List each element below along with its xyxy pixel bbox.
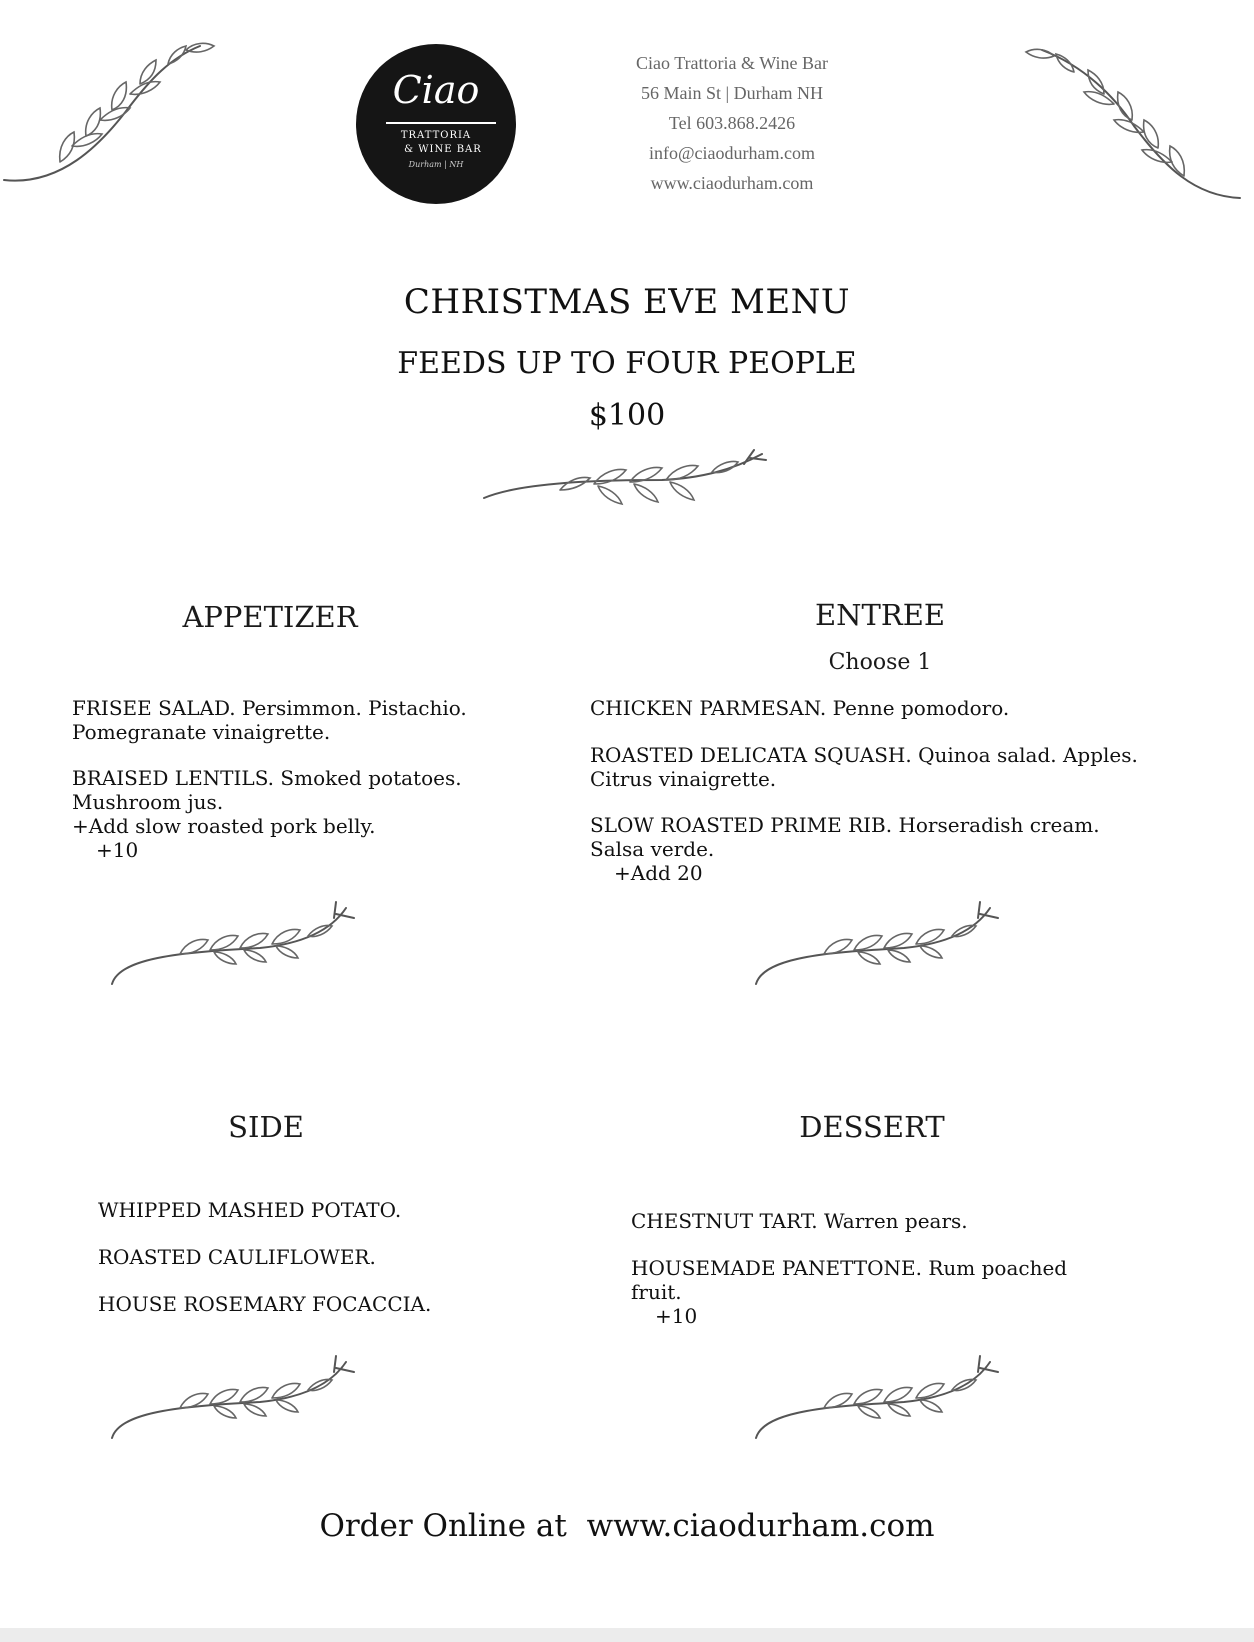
dessert-item-add-price: +10	[655, 1304, 698, 1328]
side-item	[98, 1245, 518, 1269]
menu-title: CHRISTMAS EVE MENU	[403, 282, 851, 322]
side-heading: SIDE	[228, 1110, 304, 1144]
restaurant-phone: Tel 603.868.2426	[668, 113, 796, 133]
menu-price: $100	[588, 398, 666, 433]
dessert-item-text: CHESTNUT TART. Warren pears.	[631, 1209, 968, 1233]
appetizer-heading: APPETIZER	[182, 600, 358, 634]
page-bottom-edge	[0, 1628, 1254, 1642]
dessert-branch-icon	[754, 1350, 1004, 1440]
entree-heading: ENTREE	[814, 598, 946, 632]
entree-branch-icon	[754, 896, 1004, 986]
appetizer-item	[72, 696, 492, 744]
ciao-logo-badge	[356, 44, 516, 204]
restaurant-name: Ciao Trattoria & Wine Bar	[636, 53, 828, 73]
side-branch-icon	[110, 1350, 360, 1440]
corner-branch-right-icon	[1014, 36, 1244, 206]
menu-subtitle: FEEDS UP TO FOUR PEOPLE	[397, 346, 857, 381]
restaurant-website[interactable]: www.ciaodurham.com	[650, 173, 814, 193]
restaurant-address: 56 Main St | Durham NH	[640, 83, 824, 103]
logo-script: Ciao	[392, 68, 480, 112]
entree-item	[590, 696, 1150, 720]
appetizer-item-text: BRAISED LENTILS. Smoked potatoes. Mushroom jus.	[72, 766, 462, 814]
side-item-text: WHIPPED MASHED POTATO.	[98, 1198, 402, 1222]
side-item	[98, 1198, 518, 1222]
logo-line-3: Durham | NH	[408, 160, 464, 169]
entree-item	[590, 813, 1150, 885]
entree-item-text: ROASTED DELICATA SQUASH. Quinoa salad. Apples. Citrus vinaigrette.	[590, 743, 1138, 791]
side-item	[98, 1292, 518, 1316]
contact-block	[590, 48, 874, 198]
corner-branch-left-icon	[0, 36, 230, 196]
appetizer-item	[72, 766, 472, 862]
appetizer-item-text: FRISEE SALAD. Persimmon. Pistachio. Pomegranate vinaigrette.	[72, 696, 467, 744]
dessert-item-text: HOUSEMADE PANETTONE. Rum poached fruit.	[631, 1256, 1068, 1304]
dessert-item	[631, 1209, 1071, 1233]
logo-line-1: TRATTORIA	[400, 130, 472, 141]
title-branch-icon	[482, 446, 782, 516]
entree-item-text: CHICKEN PARMESAN. Penne pomodoro.	[590, 696, 1010, 720]
appetizer-branch-icon	[110, 896, 360, 986]
appetizer-item-extra: +Add slow roasted pork belly.	[72, 814, 376, 838]
entree-item-text: SLOW ROASTED PRIME RIB. Horseradish cream. Salsa verde.	[590, 813, 1100, 861]
logo-rule	[386, 122, 496, 124]
entree-item-add-price: +Add 20	[614, 861, 703, 885]
dessert-item	[631, 1256, 1071, 1328]
side-item-text: ROASTED CAULIFLOWER.	[98, 1245, 376, 1269]
order-online-footer[interactable]: Order Online at www.ciaodurham.com	[319, 1508, 935, 1544]
entree-item	[590, 743, 1150, 791]
side-item-text: HOUSE ROSEMARY FOCACCIA.	[98, 1292, 432, 1316]
dessert-heading: DESSERT	[799, 1110, 945, 1144]
appetizer-item-add-price: +10	[96, 838, 139, 862]
entree-note: Choose 1	[828, 650, 932, 675]
logo-line-2: & WINE BAR	[404, 144, 482, 155]
restaurant-email[interactable]: info@ciaodurham.com	[648, 143, 816, 163]
